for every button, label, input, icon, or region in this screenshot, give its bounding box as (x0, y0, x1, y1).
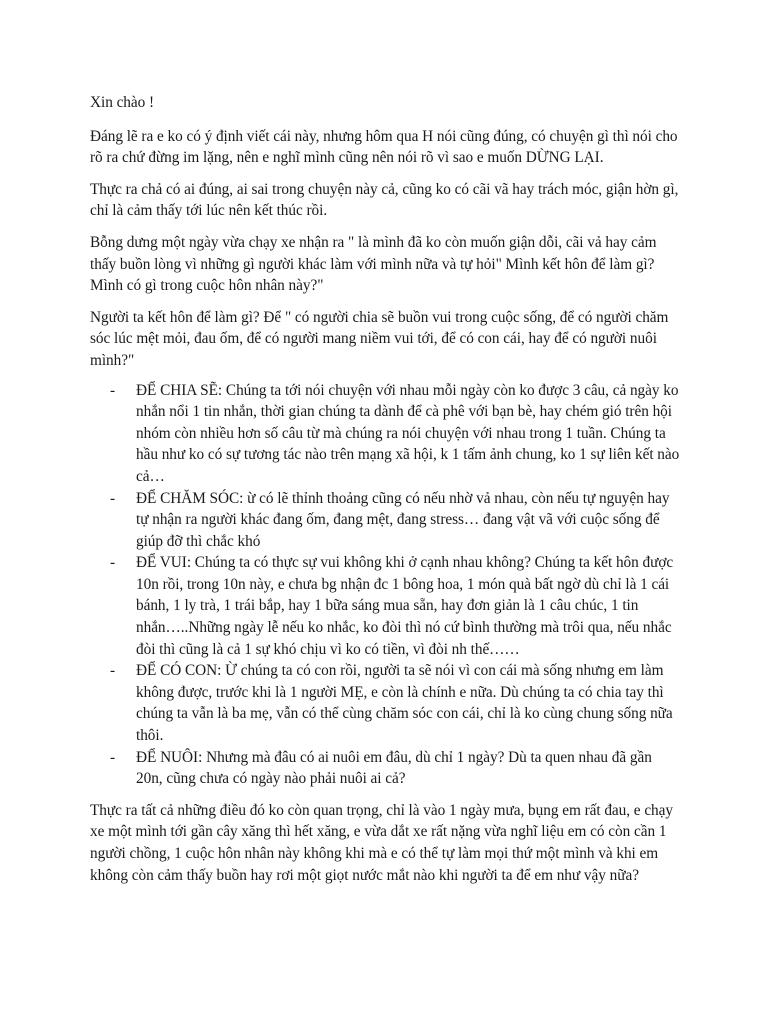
list-item (90, 660, 680, 746)
list-item-text: ĐỂ CHIA SẼ: Chúng ta tới nói chuyện với nhau mỗi ngày còn ko được 3 câu, cả ngày ko nhắn nổi 1 tin nhắn, thời gian chúng ta dành để cà phê với bạn bè, hay chém gió trên hội nhóm còn nhiều hơn số câu từ mà chúng ra nói chuyện với nhau trong 1 tuần. Chúng ta hầu như ko có sự tương tác nào trên mạng xã hội, k 1 tấm ảnh chung, ko 1 sự liên kết nào cả… (136, 381, 680, 485)
closing-paragraph: Thực ra tất cả những điều đó ko còn quan trọng, chỉ là vào 1 ngày mưa, bụng em rất đau, e chạy xe một mình tới gần cây xăng thì hết xăng, e vừa dắt xe rất nặng vừa nghĩ liệu em có còn cần 1 người chồng, 1 cuộc hôn nhân này không khi mà e có thể tự làm mọi thứ một mình và khi em không còn cảm thấy buồn hay rơi một giọt nước mắt nào khi người ta để em như vậy nữa? (90, 801, 673, 884)
list-dash: - (110, 381, 116, 399)
document-page (90, 92, 680, 896)
list-item (90, 380, 680, 488)
list-item-text: ĐỂ NUÔI: Nhưng mà đâu có ai nuôi em đâu, dù chỉ 1 ngày? Dù ta quen nhau đã gần 20n, cũng chưa có ngày nào phải nuôi ai cả? (136, 748, 652, 788)
list-dash: - (110, 662, 116, 680)
list-item (90, 488, 680, 553)
bullet-list (90, 380, 680, 790)
list-item-text: ĐỂ CHĂM SÓC: ừ có lẽ thỉnh thoảng cũng có nếu nhờ vả nhau, còn nếu tự nguyện hay tự nhận ra người khác đang ốm, đang mệt, đang stress… đang vật vã với cuộc sống để giúp đỡ thì chắc khó (136, 489, 670, 550)
greeting: Xin chào ! (90, 94, 155, 111)
list-dash: - (110, 554, 116, 572)
paragraph: Bỗng dưng một ngày vừa chạy xe nhận ra " là mình đã ko còn muốn giận dỗi, cãi vả hay cảm thấy buồn lòng vì những gì người khác làm với mình nữa và tự hỏi" Mình kết hôn để làm gì? Mình có gì trong cuộc hôn nhân này?" (90, 233, 657, 295)
list-item-text: ĐỂ CÓ CON: Ừ chúng ta có con rồi, người ta sẽ nói vì con cái mà sống nhưng em làm không được, trước khi là 1 người MẸ, e còn là chính e nữa. Dù chúng ta có chia tay thì chúng ta vẫn là ba mẹ, vẫn có thể cùng chăm sóc con cái, chỉ là ko cùng chung sống nữa thôi. (136, 662, 673, 745)
list-item-text: ĐỂ VUI: Chúng ta có thực sự vui không khi ở cạnh nhau không? Chúng ta kết hôn được 10n rồi, trong 10n này, e chưa bg nhận đc 1 bông hoa, 1 món quà bất ngờ dù chỉ là 1 cái bánh, 1 ly trà, 1 trái bắp, hay 1 bữa sáng mua sẵn, hay đơn giản là 1 câu chúc, 1 tin nhắn…..Những ngày lễ nếu ko nhắc, ko đòi thì nó cứ bình thường mà trôi qua, nếu nhắc đòi thì cũng là cả 1 sự khó chịu vì ko có tiền, vì đòi nh thế…… (136, 554, 674, 658)
paragraph: Đáng lẽ ra e ko có ý định viết cái này, nhưng hôm qua H nói cũng đúng, có chuyện gì thì nói cho rõ ra chứ đừng im lặng, nên e nghĩ mình cũng nên nói rõ vì sao e muốn DỪNG LẠI. (90, 127, 678, 167)
paragraph: Người ta kết hôn để làm gì? Để " có người chia sẽ buồn vui trong cuộc sống, để có người chăm sóc lúc mệt mỏi, đau ốm, để có người mang niềm vui tới, để có con cái, hay để có người nuôi mình?" (90, 308, 669, 369)
list-item (90, 552, 680, 660)
paragraph: Thực ra chả có ai đúng, ai sai trong chuyện này cả, cũng ko có cãi vã hay trách móc, giận hờn gì, chỉ là cảm thấy tới lúc nên kết thúc rồi. (90, 180, 679, 220)
list-item (90, 747, 680, 790)
list-dash: - (110, 748, 116, 766)
list-dash: - (110, 489, 116, 507)
